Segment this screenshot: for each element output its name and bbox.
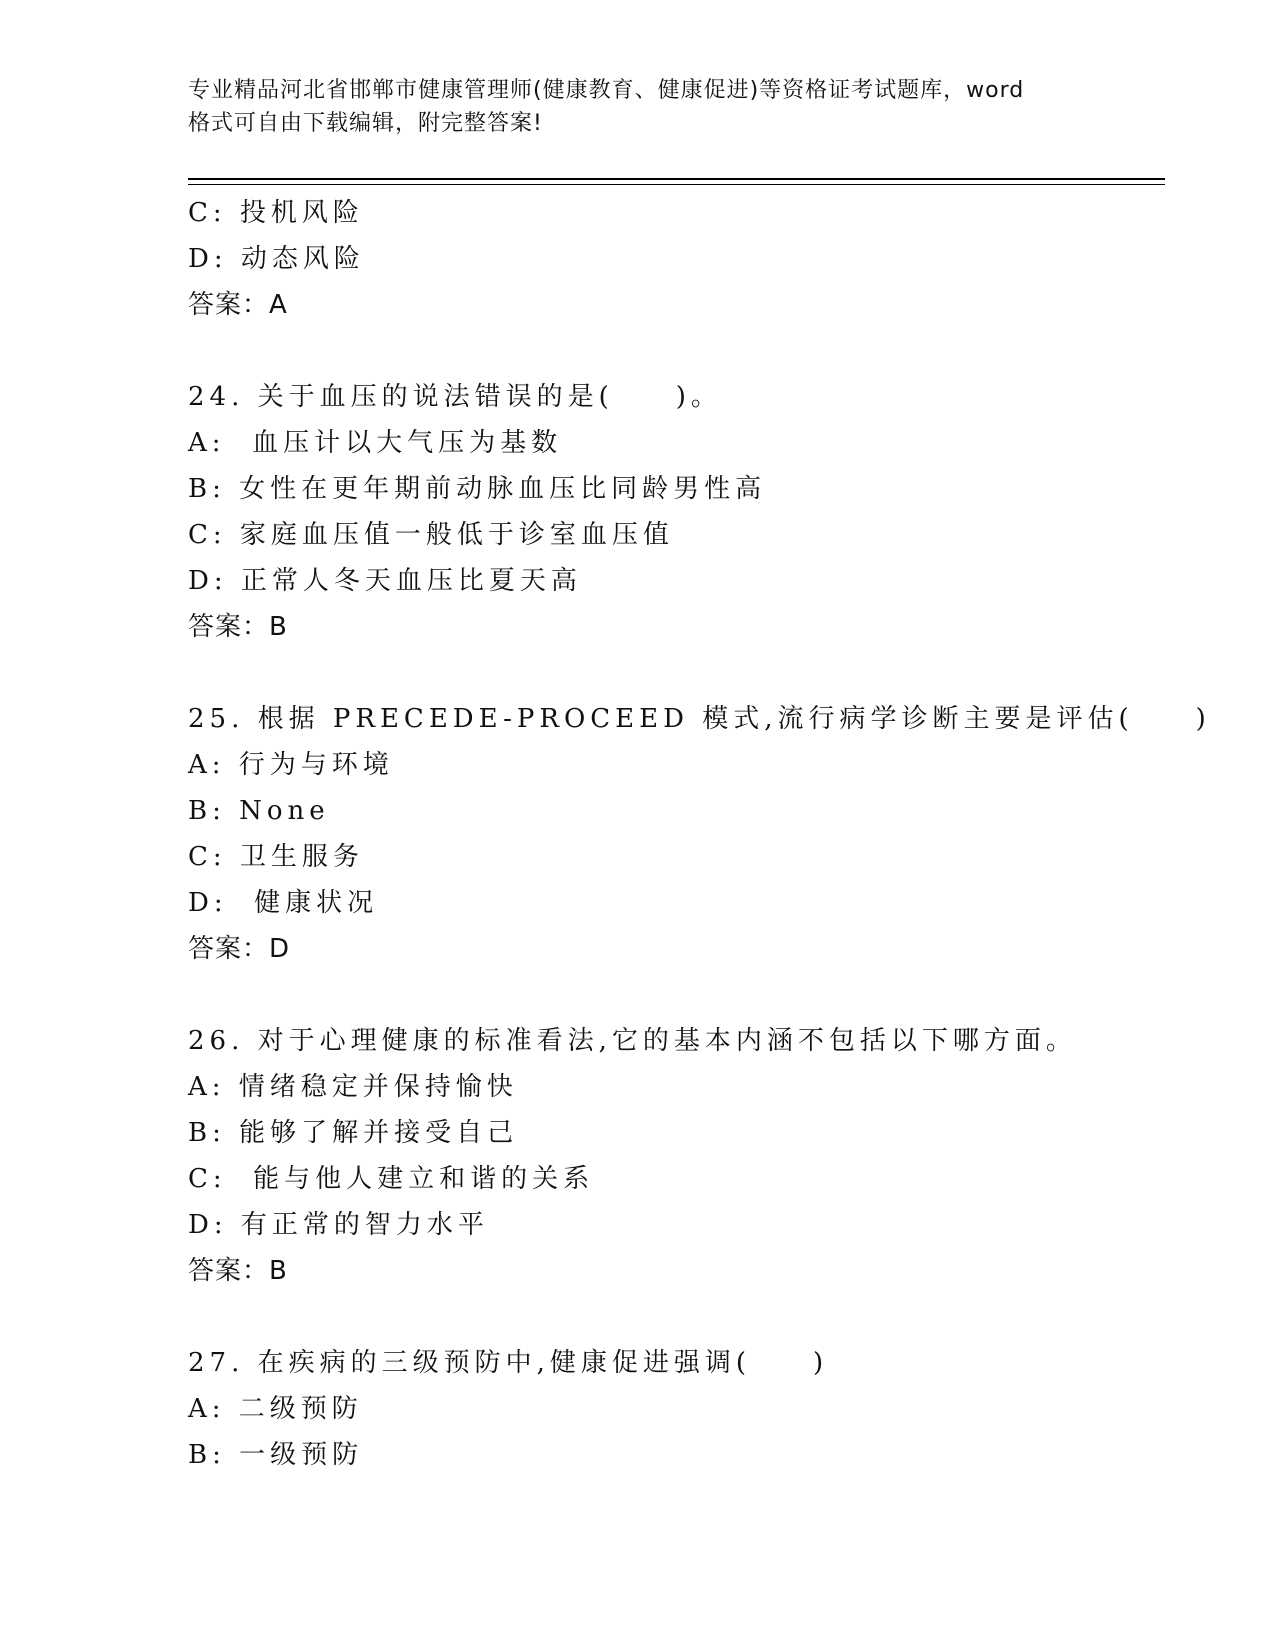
option-d: D: 正常人冬天血压比夏天高 (188, 566, 582, 596)
answer: 答案：B (188, 612, 288, 642)
question-block-24 (188, 374, 1168, 650)
question-stem: 24. 关于血压的说法错误的是( )。 (188, 382, 722, 412)
option-c: C: 投机风险 (188, 198, 364, 228)
option-a: A: 情绪稳定并保持愉快 (188, 1072, 518, 1102)
option-b: B: None (188, 796, 330, 826)
spacer (188, 972, 1168, 1018)
spacer (188, 1294, 1168, 1340)
header-rule-thick (188, 178, 1165, 180)
option-d: D: 有正常的智力水平 (188, 1210, 489, 1240)
question-block-25 (188, 696, 1211, 972)
question-list (188, 190, 1211, 1478)
question-stem: 27. 在疾病的三级预防中,健康促进强调( ) (188, 1348, 829, 1378)
option-d: D: 动态风险 (188, 244, 365, 274)
option-c: C: 能与他人建立和谐的关系 (188, 1164, 595, 1194)
option-b: B: 能够了解并接受自己 (188, 1118, 519, 1148)
option-c: C: 卫生服务 (188, 842, 364, 872)
answer: 答案：A (188, 290, 288, 320)
option-a: A: 血压计以大气压为基数 (188, 428, 563, 458)
option-d: D: 健康状况 (188, 888, 379, 918)
answer: 答案：D (188, 934, 291, 964)
option-a: A: 二级预防 (188, 1394, 363, 1424)
question-block-26 (188, 1018, 1168, 1294)
header-rule-thin (188, 184, 1165, 185)
spacer (188, 650, 1168, 696)
document-header (188, 74, 1088, 140)
option-c: C: 家庭血压值一般低于诊室血压值 (188, 520, 674, 550)
question-stem: 26. 对于心理健康的标准看法,它的基本内涵不包括以下哪方面。 (188, 1026, 1077, 1056)
option-a: A: 行为与环境 (188, 750, 394, 780)
question-block-23-continued (188, 190, 1168, 328)
option-b: B: 女性在更年期前动脉血压比同龄男性高 (188, 474, 767, 504)
answer: 答案：B (188, 1256, 288, 1286)
option-b: B: 一级预防 (188, 1440, 364, 1470)
header-line-2: 格式可自由下载编辑，附完整答案! (188, 111, 543, 136)
spacer (188, 328, 1168, 374)
header-line-1: 专业精品河北省邯郸市健康管理师(健康教育、健康促进)等资格证考试题库，word (188, 78, 1025, 103)
question-stem: 25. 根据 PRECEDE-PROCEED 模式,流行病学诊断主要是评估( ) (188, 704, 1211, 734)
question-block-27 (188, 1340, 1168, 1478)
